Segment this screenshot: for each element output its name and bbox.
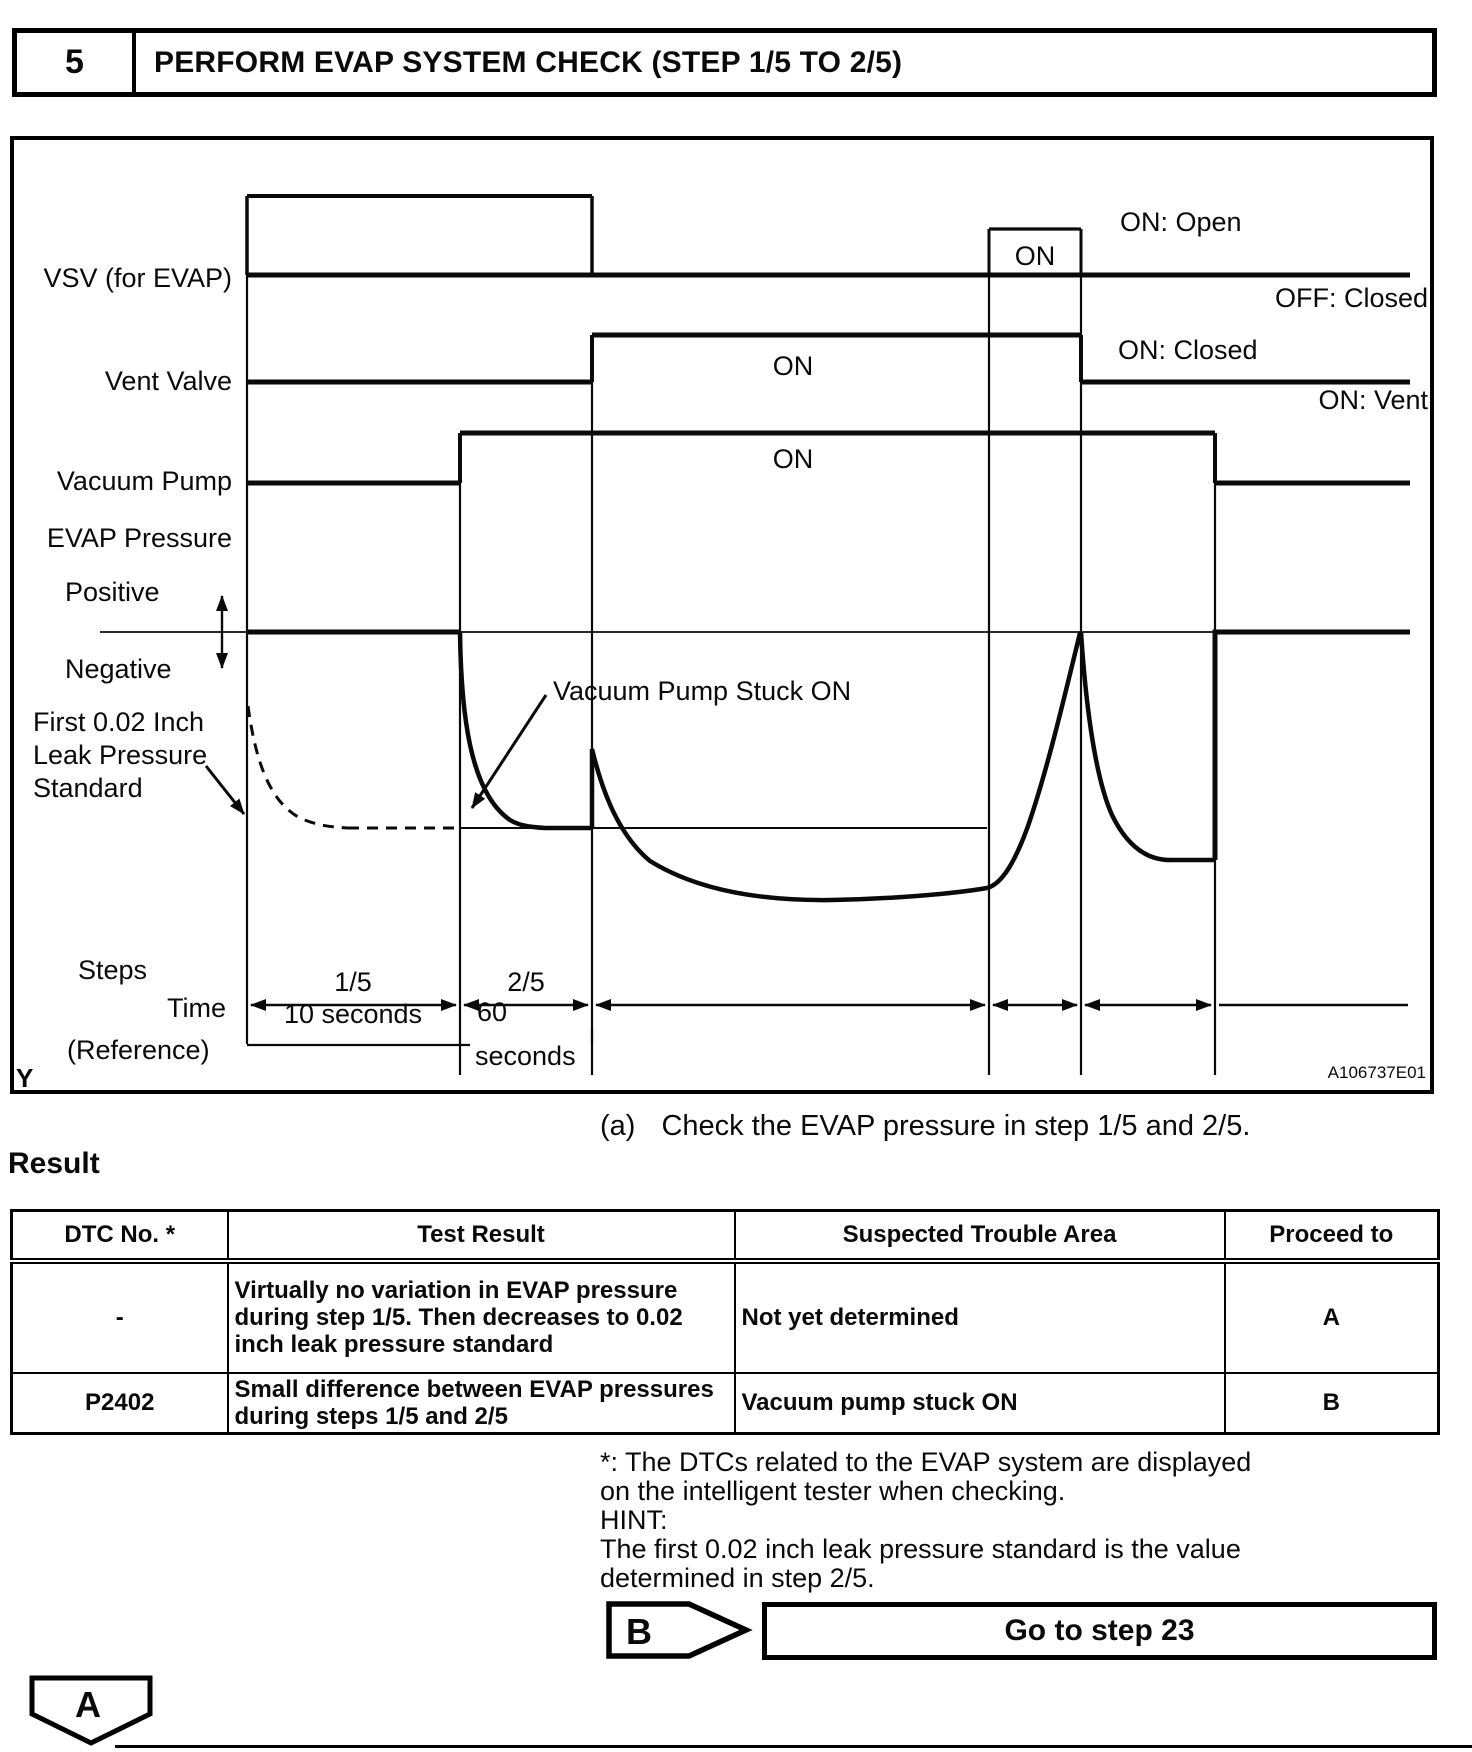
result-table (10, 1209, 1440, 1435)
vent-valve-label: Vent Valve (104, 366, 232, 396)
vsv-off-closed-note: OFF: Closed (1274, 283, 1428, 313)
leak-standard-label-1: First 0.02 Inch (33, 707, 205, 737)
table-row (12, 1261, 1439, 1373)
evap-pressure-label: EVAP Pressure (46, 523, 232, 553)
vsv-label: VSV (for EVAP) (43, 263, 232, 293)
vent-on-vent-note: ON: Vent (1318, 385, 1428, 415)
cell-dtc: P2402 (12, 1373, 228, 1434)
step-title: PERFORM EVAP SYSTEM CHECK (STEP 1/5 TO 2/5) (154, 45, 903, 79)
figure-id: A106737E01 (1327, 1063, 1426, 1082)
leak-standard-arrow (206, 766, 244, 814)
col-dtc-no: DTC No. * (12, 1211, 228, 1261)
reference-label: (Reference) (67, 1035, 210, 1065)
cell-proceed: B (1225, 1373, 1439, 1434)
vacuum-pump-waveform (247, 433, 1410, 483)
vacuum-pump-label: Vacuum Pump (56, 466, 232, 496)
time-60-label: 60 (477, 997, 508, 1027)
go-to-step-box (762, 1602, 1437, 1660)
leak-standard-label-2: Leak Pressure (33, 740, 208, 770)
negative-label: Negative (65, 654, 172, 684)
step-number: 5 (17, 33, 136, 92)
caption-index: (a) (600, 1110, 636, 1142)
vent-on-label: ON (772, 351, 814, 381)
positive-label: Positive (65, 577, 160, 607)
cell-proceed: A (1225, 1261, 1439, 1373)
step-2-5-label: 2/5 (507, 967, 545, 997)
step-1-5-label: 1/5 (334, 967, 372, 997)
hint-label: HINT: (600, 1505, 668, 1535)
time-label: Time (167, 993, 226, 1023)
vsv-on-open-note: ON: Open (1120, 207, 1242, 237)
b-pointer-label: B (626, 1611, 652, 1652)
col-test-result: Test Result (228, 1211, 735, 1261)
caption-a (600, 1110, 1250, 1143)
a-connector (0, 1670, 200, 1752)
steps-label: Steps (78, 955, 148, 985)
leak-standard-reference (248, 706, 987, 828)
time-60b-label: seconds (475, 1041, 576, 1071)
bottom-divider (115, 1745, 1472, 1748)
caption-text: Check the EVAP pressure in step 1/5 and 2/5. (661, 1110, 1251, 1142)
time-10s-label: 10 seconds (283, 999, 423, 1029)
corner-y-label: Y (16, 1063, 34, 1093)
footnote-line: on the intelligent tester when checking. (600, 1476, 1066, 1506)
hint-line: The first 0.02 inch leak pressure standard is the value (600, 1534, 1241, 1564)
vent-on-closed-note: ON: Closed (1118, 335, 1258, 365)
cell-dtc: - (12, 1261, 228, 1373)
result-heading: Result (8, 1147, 100, 1180)
hint-line: determined in step 2/5. (600, 1563, 875, 1593)
vsv-pulse-on-label: ON (1014, 241, 1056, 271)
col-trouble-area: Suspected Trouble Area (735, 1211, 1225, 1261)
vacuum-on-label: ON (772, 444, 814, 474)
a-connector-label: A (75, 1684, 101, 1725)
go-to-step-label: Go to step 23 (1004, 1614, 1195, 1647)
cell-test-result: Small difference between EVAP pressures during steps 1/5 and 2/5 (228, 1373, 735, 1434)
stuck-on-arrow (472, 695, 546, 808)
cell-test-result: Virtually no variation in EVAP pressure during step 1/5. Then decreases to 0.02 inch leak pressure standard (228, 1261, 735, 1373)
cell-trouble-area: Not yet determined (735, 1261, 1225, 1373)
footnote-line: *: The DTCs related to the EVAP system are displayed (600, 1447, 1252, 1477)
stuck-on-label: Vacuum Pump Stuck ON (553, 676, 852, 706)
b-pointer (0, 1590, 780, 1670)
evap-pressure-curve (247, 632, 1410, 900)
col-proceed-to: Proceed to (1225, 1211, 1439, 1261)
footnote-block (600, 1448, 1251, 1593)
table-row (12, 1373, 1439, 1434)
table-header-row (12, 1211, 1439, 1261)
cell-trouble-area: Vacuum pump stuck ON (735, 1373, 1225, 1434)
leak-standard-label-3: Standard (33, 773, 143, 803)
